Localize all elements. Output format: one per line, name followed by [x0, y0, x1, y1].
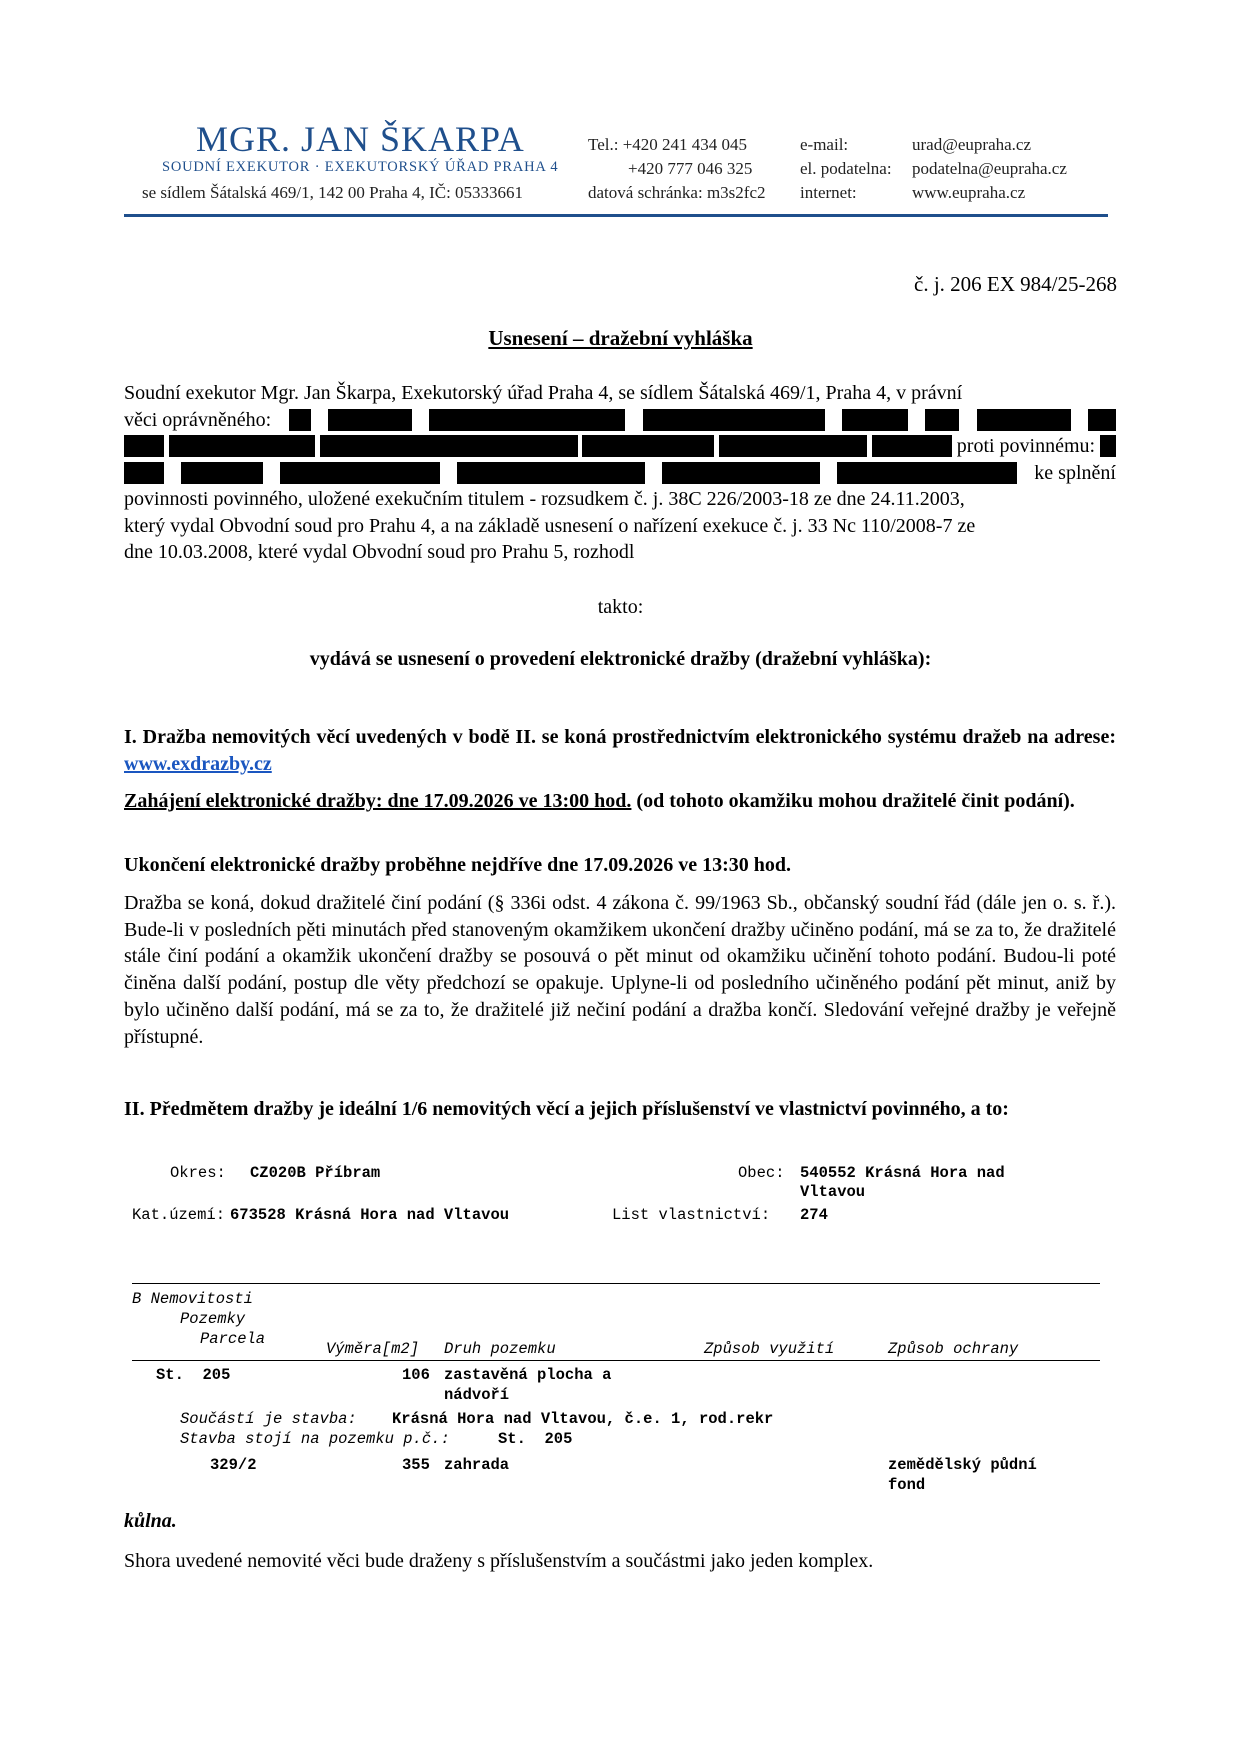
- extract-divider-top: [132, 1283, 1100, 1284]
- kulna-note: kůlna.: [124, 1510, 177, 1532]
- redaction-bar: [181, 462, 263, 484]
- intro-text-3: proti povinnému:: [956, 435, 1096, 457]
- internet-label: internet:: [800, 183, 857, 202]
- contact-labels: [800, 133, 892, 205]
- intro-line-5: [124, 486, 1116, 513]
- row1-druh-1: zastavěná plocha a: [444, 1366, 612, 1384]
- contact-phones: [588, 133, 766, 205]
- redaction-bar: [662, 462, 820, 484]
- intro-line-4: [124, 460, 1116, 487]
- redaction-bar: [977, 409, 1071, 431]
- auction-start-date: Zahájení elektronické dražby: dne 17.09.2026 ve 13:00 hod.: [124, 790, 632, 812]
- row1-druh-2: nádvoří: [444, 1386, 510, 1404]
- phone-line-2: +420 777 046 325: [628, 159, 753, 178]
- row2-vymera: 355: [402, 1456, 430, 1474]
- pozemky-label: Pozemky: [180, 1310, 246, 1328]
- redaction-bar: [429, 409, 625, 431]
- redaction-bar: [582, 435, 714, 457]
- intro-text-4: ke splnění: [1034, 461, 1116, 484]
- section-b-label: B Nemovitosti: [132, 1290, 253, 1308]
- intro-line-2: [124, 407, 1116, 434]
- col-zpusob-ochrany: Způsob ochrany: [888, 1340, 1019, 1358]
- redaction-bar: [320, 435, 578, 457]
- auction-end: Ukončení elektronické dražby proběhne nejdříve dne 17.09.2026 ve 13:30 hod.: [124, 854, 792, 876]
- row2-druh: zahrada: [444, 1456, 510, 1474]
- intro-text-5: povinnosti povinného, uložené exekučním titulem - rozsudkem č. j. 38C 226/2003-18 ze dne 24.11.2003,: [124, 488, 965, 510]
- executor-name: MGR. JAN ŠKARPA: [196, 119, 525, 159]
- stavba-label: Stavba stojí na pozemku p.č.:: [180, 1430, 450, 1448]
- obec-value-1: 540552 Krásná Hora nad: [800, 1164, 1005, 1182]
- auction-start-note: (od tohoto okamžiku mohou dražitelé činit podání).: [636, 790, 1075, 812]
- redaction-bar: [169, 435, 315, 457]
- intro-line-3: [124, 433, 1116, 460]
- katuzemi-label: Kat.území:: [132, 1206, 226, 1224]
- row2-parcela: 329/2: [210, 1456, 257, 1474]
- databox-line: datová schránka: m3s2fc2: [588, 183, 766, 202]
- col-parcela: Parcela: [200, 1330, 266, 1348]
- intro-line-6: [124, 513, 1116, 540]
- lv-value: 274: [800, 1206, 828, 1224]
- stavba-value: St. 205: [498, 1430, 573, 1448]
- intro-line-7: [124, 539, 1116, 566]
- email-value[interactable]: urad@eupraha.cz: [912, 135, 1031, 154]
- executor-address: se sídlem Šátalská 469/1, 142 00 Praha 4, IČ: 05333661: [142, 183, 524, 202]
- intro-text-7: dne 10.03.2008, které vydal Obvodní soud pro Prahu 5, rozhodl: [124, 541, 635, 563]
- auction-start: [124, 788, 1116, 815]
- decision-heading: vydává se usnesení o provedení elektronické dražby (dražební vyhláška):: [309, 648, 932, 670]
- intro-line-1: [124, 380, 1116, 407]
- extract-divider-header: [132, 1360, 1100, 1361]
- intro-text-6: který vydal Obvodní soud pro Prahu 4, a na základě usnesení o nařízení exekuce č. j. 33 Nc 110/2008-7 ze: [124, 514, 976, 537]
- document-title: Usnesení – dražební vyhláška: [488, 326, 753, 350]
- katuzemi-value: 673528 Krásná Hora nad Vltavou: [230, 1206, 510, 1224]
- row2-ochrana-2: fond: [888, 1476, 926, 1494]
- phone-line-1: Tel.: +420 241 434 045: [588, 135, 748, 154]
- letterhead-divider: [124, 214, 1108, 217]
- soucasti-value: Krásná Hora nad Vltavou, č.e. 1, rod.rekr: [392, 1410, 774, 1428]
- email-label: e-mail:: [800, 135, 849, 154]
- redaction-bar: [457, 462, 645, 484]
- redaction-bar: [872, 435, 952, 457]
- okres-label: Okres:: [170, 1164, 226, 1182]
- col-vymera: Výměra[m2]: [326, 1340, 420, 1358]
- case-reference: č. j. 206 EX 984/25-268: [914, 272, 1117, 296]
- section-1-heading-text: I. Dražba nemovitých věcí uvedených v bodě II. se koná prostřednictvím elektronického systému dražeb na adrese:: [124, 726, 1116, 748]
- intro-text-2: věci oprávněného:: [124, 408, 272, 431]
- takto-label: takto:: [597, 596, 644, 618]
- redaction-bar: [328, 409, 412, 431]
- redaction-bar: [280, 462, 440, 484]
- intro-text-1: Soudní exekutor Mgr. Jan Škarpa, Exekutorský úřad Praha 4, se sídlem Šátalská 469/1, Praha 4, v právní: [124, 382, 963, 404]
- closing-paragraph: Shora uvedené nemovité věci bude draženy s příslušenstvím a součástmi jako jeden komplex.: [124, 1550, 874, 1572]
- contact-values: [912, 133, 1067, 205]
- row2-ochrana-1: zemědělský půdní: [888, 1456, 1037, 1474]
- row1-vymera: 106: [402, 1366, 430, 1384]
- redaction-bar: [1100, 435, 1116, 457]
- redaction-bar: [719, 435, 867, 457]
- col-druh: Druh pozemku: [444, 1340, 556, 1358]
- okres-value: CZ020B Příbram: [250, 1164, 381, 1182]
- redaction-bar: [124, 462, 164, 484]
- intro-paragraph: [124, 380, 1116, 566]
- lv-label: List vlastnictví:: [612, 1206, 771, 1224]
- redaction-bar: [643, 409, 825, 431]
- section-1-heading: [124, 724, 1116, 777]
- exdrazby-link[interactable]: www.exdrazby.cz: [124, 752, 272, 775]
- section-2-heading: II. Předmětem dražby je ideální 1/6 nemovitých věcí a jejich příslušenství ve vlastnictví povinného, a to:: [124, 1098, 1009, 1120]
- executor-subtitle: SOUDNÍ EXEKUTOR · EXEKUTORSKÝ ÚŘAD PRAHA 4: [162, 159, 559, 175]
- col-zpusob-vyuziti: Způsob využití: [704, 1340, 835, 1358]
- redaction-bar: [124, 435, 164, 457]
- soucasti-label: Součástí je stavba:: [180, 1410, 357, 1428]
- internet-value[interactable]: www.eupraha.cz: [912, 183, 1026, 202]
- redaction-bar: [837, 462, 1017, 484]
- redaction-bar: [925, 409, 959, 431]
- row1-parcela: St. 205: [156, 1366, 231, 1384]
- redaction-bar: [842, 409, 908, 431]
- podatelna-label: el. podatelna:: [800, 159, 892, 178]
- redaction-bar: [1088, 409, 1116, 431]
- redaction-bar: [289, 409, 311, 431]
- auction-rules-paragraph: Dražba se koná, dokud dražitelé činí podání (§ 336i odst. 4 zákona č. 99/1963 Sb., občanský soudní řád (dále jen o. s. ř.). Bude-li v posledních pěti minutách před stanoveným okamžikem ukončení dražby učiněno podání, má se za to, že dražitelé stále činí podání a okamžik ukončení dražby se posouvá o pět minut od okamžiku učinění tohoto podání. Budou-li poté činěna další podání, postup dle věty předchozí se opakuje. Uplyne-li od posledního učiněného podání pět minut, aniž by bylo učiněno další podání, má se za to, že dražitelé již nečiní podání a dražba končí. Sledování veřejné dražby je veřejně přístupné.: [124, 892, 1116, 1048]
- podatelna-value[interactable]: podatelna@eupraha.cz: [912, 159, 1067, 178]
- obec-label: Obec:: [738, 1164, 785, 1182]
- obec-value-2: Vltavou: [800, 1183, 866, 1201]
